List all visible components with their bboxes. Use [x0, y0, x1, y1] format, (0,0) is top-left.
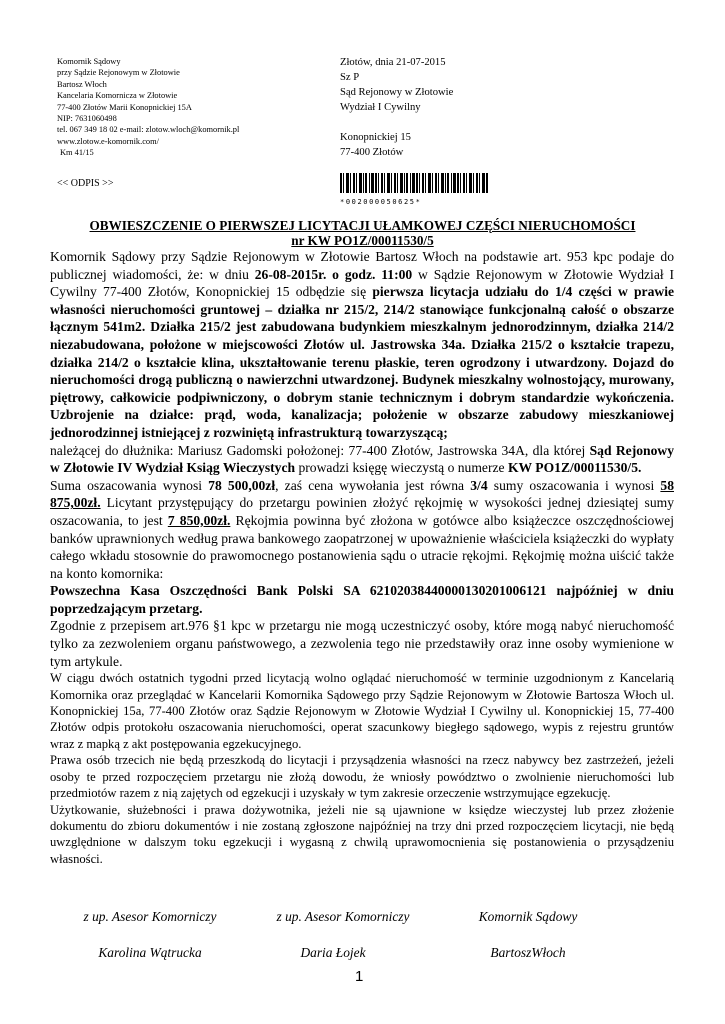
sender-line: Komornik Sądowy — [57, 57, 121, 66]
auction-date: 26-08-2015r. o godz. 11:00 — [254, 266, 413, 282]
text-span: sumy oszacowania i wynosi — [487, 477, 661, 493]
sender-line: Kancelaria Komornicza w Złotowie — [57, 91, 178, 101]
document-body — [50, 248, 674, 867]
odpis-label: << ODPIS >> — [57, 178, 114, 189]
case-number: Km 41/15 — [60, 148, 94, 158]
sender-line: 77-400 Złotów Marii Konopnickiej 15A — [57, 102, 192, 112]
paragraph-usufruct: Użytkowanie, służebności i prawa dożywotnika, jeżeli nie są ujawnione w księdze wieczystej lub przez złożenie dokumentu do zbioru dokumentów i nie zostaną zgłoszone najpóźniej na trzy dni przed rozpoczęciem licytacji, nie będą uwzględnione w dalszym toku egzekucji i wygasną z chwilą uprawomocnienia się postanowienia o przysądzeniu własności. — [50, 802, 674, 866]
page-number: 1 — [355, 968, 364, 985]
sender-nip: NIP: 7631060498 — [57, 114, 117, 124]
property-description: pierwsza licytacja udziału do 1/4 części w prawie własności nieruchomości gruntowej – działka nr 215/2, 214/2 stanowiące funkcjonalną całość o obszarze łącznym 541m2. Działka 215/2 jest zabudowana budynkiem mieszkalnym jednorodzinnym, działka 214/2 niezabudowana, położone w miejscowości Złotów ul. Jastrowska 34a. Działka 215/2 o kształcie trapezu, działka 214/2 o kształcie klina, ukształtowanie terenu płaskie, teren ogrodzony i utwardzony. Dojazd do nieruchomości drogą publiczną o nawierzchni utwardzonej. Budynek mieszkalny wolnostojący, murowany, piętrowy, całkowicie podpiwniczony, o dobrym stanie technicznym i dobrym standardzie wykończenia. Uzbrojenie na działce: prąd, woda, kanalizacja; położenie w obszarze zabudowy mieszkaniowej jednorodzinnej istniejącej z rozwiniętą infrastrukturą towarzyszącą; — [50, 284, 675, 440]
signature-name-2: Daria Łojek — [300, 945, 366, 960]
sender-website: www.zlotow.e-komornik.com/ — [57, 136, 159, 146]
text-span: Rękojmia powinna być złożona w gotówce albo książeczce oszczędnościowej banków uprawnionych według prawa bankowego zaopatrzonej w upoważnienie właściciela książeczki do wypłaty całego wkładu stosownie do prawomocnego postanowienia sądu o utracie rękojmi. Rękojmię można uiścić także na konto komornika: — [50, 512, 674, 581]
paragraph-inspection: W ciągu dwóch ostatnich tygodni przed licytacją wolno oglądać nieruchomość w terminie uzgodnionym z Kancelarią Komornika oraz przeglądać w Kancelarii Komornika Sądowego przy Sądzie Rejonowym w Złotowie Bartosza Włoch ul. Konopnickiej 15a, 77-400 Złotów oraz Sądzie Rejonowym w Złotowie Wydział I Cywilny ul. Konopnickiej 15, 77-400 Złotów odpis protokołu oszacowania nieruchomości, operat szacunkowy biegłego sądowego, wypis z rejestru gruntów wraz z mapką z akt postępowania egzekucyjnego. — [50, 671, 674, 751]
text-span: Licytant przystępujący do przetargu powinien złożyć rękojmię w wysokości jednej dziesiątej sumy oszacowania, to jest — [50, 495, 674, 528]
bank-account: Powszechna Kasa Oszczędności Bank Polski SA 62102038440000130201006121 najpóźniej w dniu poprzedzającym przetarg. — [50, 583, 674, 616]
signature-name-3: BartoszWłoch — [490, 945, 566, 960]
paragraph-valuation — [50, 477, 674, 583]
recipient-block — [340, 55, 453, 160]
court-register: Sąd Rejonowy w Złotowie IV Wydział Ksiąg Wieczystych — [50, 442, 675, 476]
sender-line: przy Sądzie Rejonowym w Złotowie — [57, 68, 180, 78]
text-span: należącej do dłużnika: Mariusz Gadomski położonej: 77-400 Złotów, Jastrowska 34A, dla której — [50, 442, 590, 458]
sender-line: Bartosz Włoch — [57, 79, 107, 89]
sender-block — [57, 56, 239, 159]
barcode — [340, 173, 488, 206]
recipient-line: Sz P — [340, 72, 360, 83]
starting-price: 58 875,00zł. — [50, 477, 674, 511]
title-line-1: OBWIESZCZENIE O PIERWSZEJ LICYTACJI UŁAMKOWEJ CZĘŚCI NIERUCHOMOŚCI — [89, 218, 636, 233]
text-span: Suma oszacowania wynosi — [50, 477, 209, 493]
signature-role-3: Komornik Sądowy — [478, 909, 578, 924]
text-span: , zaś cena wywołania jest równa — [275, 477, 471, 493]
signature-role-2: z up. Asesor Komorniczy — [276, 909, 410, 924]
title-line-2: nr KW PO1Z/00011530/5 — [291, 233, 434, 248]
barcode-text: *002000050625* — [340, 198, 422, 206]
paragraph-announcement — [50, 248, 674, 442]
valuation-amount: 78 500,00zł — [208, 477, 276, 493]
recipient-line: Wydział I Cywilny — [340, 102, 421, 113]
paragraph-bank-account — [50, 582, 674, 617]
text-span: Komornik Sądowy przy Sądzie Rejonowym w Złotowie Bartosz Włoch na podstawie art. 953 kpc podaje do publicznej wiadomości, że: w dniu — [50, 249, 674, 282]
date-line: Złotów, dnia 21-07-2015 — [340, 57, 446, 68]
deposit-amount: 7 850,00zł. — [167, 512, 231, 528]
signature-name-1: Karolina Wątrucka — [98, 945, 202, 960]
recipient-street: Konopnickiej 15 — [340, 132, 411, 143]
recipient-line: Sąd Rejonowy w Złotowie — [340, 87, 454, 98]
kw-number: KW PO1Z/00011530/5. — [507, 460, 642, 476]
signature-role-1: z up. Asesor Komorniczy — [83, 909, 217, 924]
fraction: 3/4 — [470, 477, 488, 493]
recipient-city: 77-400 Złotów — [340, 147, 404, 158]
barcode-bars-icon — [340, 173, 488, 193]
sender-contact: tel. 067 349 18 02 e-mail: zlotow.wloch@komornik.pl — [57, 125, 240, 135]
text-span: prowadzi księgę wieczystą o numerze — [295, 460, 508, 476]
text-span: w Sądzie Rejonowym w Złotowie Wydział I Cywilny 77-400 Złotów, Konopnickiej 15 odbędzie się — [50, 266, 675, 300]
document-title — [50, 218, 675, 248]
paragraph-debtor — [50, 442, 674, 477]
paragraph-participants: Zgodnie z przepisem art.976 §1 kpc w przetargu nie mogą uczestniczyć osoby, które mogą nabyć nieruchomość tylko za zezwoleniem organu państwowego, a zezwolenia tego nie przedstawiły oraz inne osoby wymienione w tym artykule. — [50, 618, 674, 669]
paragraph-third-party: Prawa osób trzecich nie będą przeszkodą do licytacji i przysądzenia własności na rzecz nabywcy bez zastrzeżeń, jeżeli osoby te przed rozpoczęciem przetargu nie złożą dowodu, że wniosły powództwo o zwolnienie nieruchomości lub przedmiotów razem z nią zajętych od egzekucji i uzyskały w tym zakresie orzeczenie wstrzymujące egzekucję. — [50, 753, 674, 801]
